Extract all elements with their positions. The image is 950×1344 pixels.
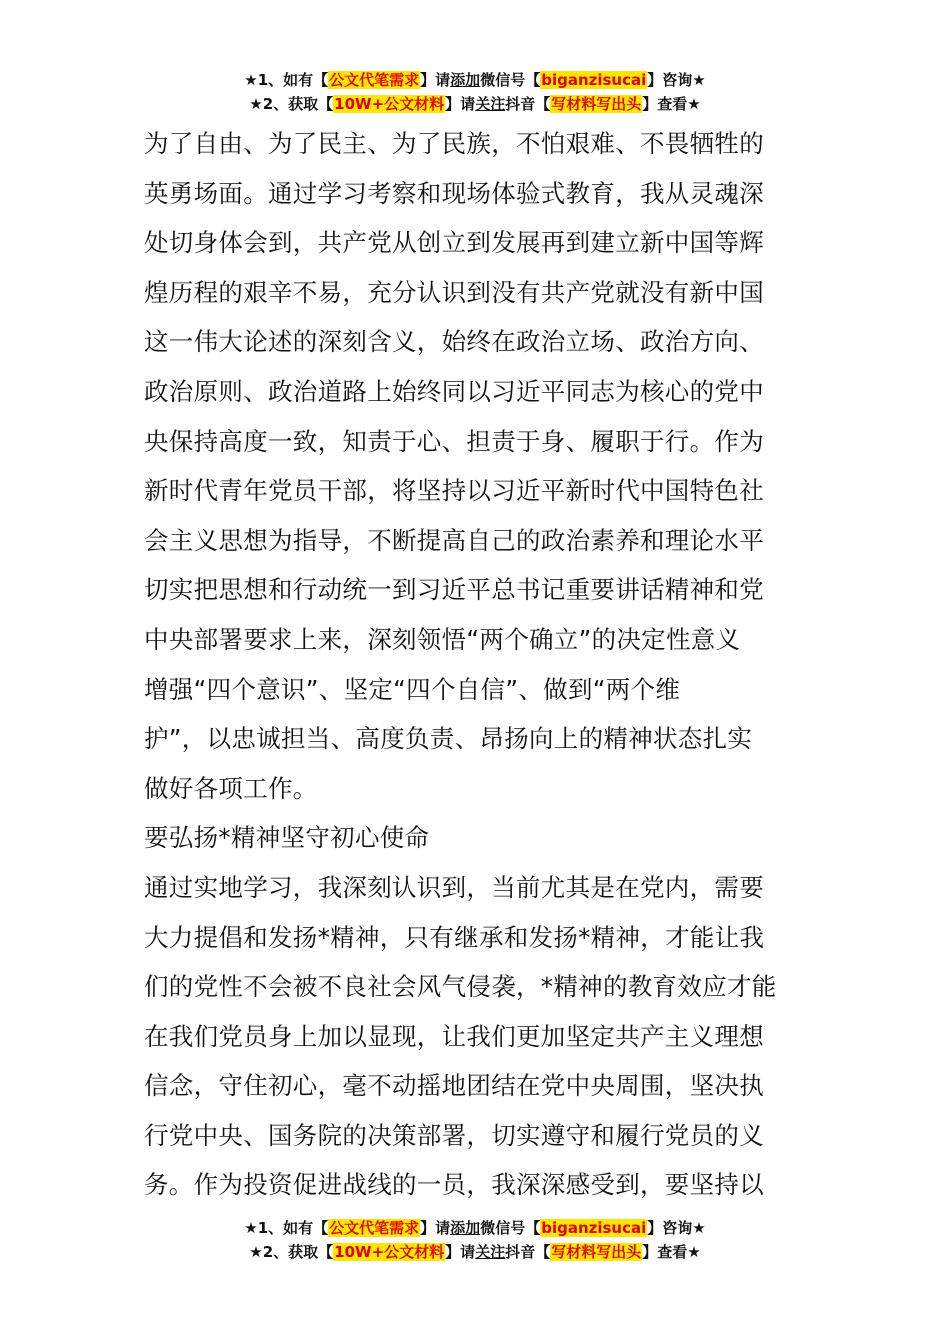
highlight-materials: 10W+公文材料 bbox=[334, 95, 445, 113]
document-body bbox=[144, 119, 814, 1210]
body-line: 切实把思想和行动统一到习近平总书记重要讲话精神和党 bbox=[144, 575, 764, 605]
banner-line-1: ★1、如有【公文代笔需求】请添加微信号【biganzisucai】咨询★ bbox=[244, 1219, 706, 1237]
highlight-wechat-id: biganzisucai bbox=[541, 71, 647, 89]
star-icon: ★ bbox=[244, 1219, 258, 1237]
banner-line-1: ★1、如有【公文代笔需求】请添加微信号【biganzisucai】咨询★ bbox=[244, 71, 706, 89]
body-line: 新时代青年党员干部，将坚持以习近平新时代中国特色社 bbox=[144, 476, 764, 506]
body-line: 在我们党员身上加以显现，让我们更加坚定共产主义理想 bbox=[144, 1021, 764, 1051]
banner-line-2: ★2、获取【10W+公文材料】请关注抖音【写材料写出头】查看★ bbox=[249, 1243, 701, 1261]
header-banner bbox=[0, 68, 950, 116]
highlight-materials: 10W+公文材料 bbox=[334, 1243, 445, 1261]
star-icon: ★ bbox=[249, 1243, 263, 1261]
highlight-douyin-account: 写材料写出头 bbox=[551, 1243, 642, 1261]
star-icon: ★ bbox=[249, 95, 263, 113]
body-line: 通过实地学习，我深刻认识到，当前尤其是在党内，需要 bbox=[144, 872, 764, 902]
star-icon: ★ bbox=[687, 1243, 701, 1261]
star-icon: ★ bbox=[687, 95, 701, 113]
star-icon: ★ bbox=[692, 71, 706, 89]
body-line: 煌历程的艰辛不易，充分认识到没有共产党就没有新中国 bbox=[144, 277, 764, 307]
body-line: 行党中央、国务院的决策部署，切实遵守和履行党员的义 bbox=[144, 1120, 764, 1150]
body-line: 做好各项工作。 bbox=[144, 773, 318, 803]
body-line: 会主义思想为指导，不断提高自己的政治素养和理论水平 bbox=[144, 525, 764, 555]
body-line: 为了自由、为了民主、为了民族，不怕艰难、不畏牺牲的 bbox=[144, 129, 764, 158]
body-line: 增强“四个意识”、坚定“四个自信”、做到“两个维 bbox=[144, 674, 681, 704]
body-line: 央保持高度一致，知责于心、担责于身、履职于行。作为 bbox=[144, 426, 764, 456]
highlight-writing-service: 公文代笔需求 bbox=[329, 71, 420, 89]
body-line: 大力提倡和发扬*精神，只有继承和发扬*精神，才能让我 bbox=[144, 922, 765, 952]
highlight-wechat-id: biganzisucai bbox=[541, 1219, 647, 1237]
body-line: 英勇场面。通过学习考察和现场体验式教育，我从灵魂深 bbox=[144, 178, 764, 208]
section-heading: 要弘扬*精神坚守初心使命 bbox=[144, 823, 430, 853]
body-line: 信念，守住初心，毫不动摇地团结在党中央周围，坚决执 bbox=[144, 1071, 764, 1101]
body-line: 护”，以忠诚担当、高度负责、昂扬向上的精神状态扎实 bbox=[144, 724, 753, 754]
highlight-douyin-account: 写材料写出头 bbox=[551, 95, 642, 113]
body-line: 们的党性不会被不良社会风气侵袭，*精神的教育效应才能 bbox=[144, 972, 777, 1002]
star-icon: ★ bbox=[244, 71, 258, 89]
banner-line-2: ★2、获取【10W+公文材料】请关注抖音【写材料写出头】查看★ bbox=[249, 95, 701, 113]
highlight-writing-service: 公文代笔需求 bbox=[329, 1219, 420, 1237]
body-line: 政治原则、政治道路上始终同以习近平同志为核心的党中 bbox=[144, 376, 764, 406]
star-icon: ★ bbox=[692, 1219, 706, 1237]
body-line: 务。作为投资促进战线的一员，我深深感受到，要坚持以 bbox=[144, 1170, 764, 1200]
body-line: 这一伟大论述的深刻含义，始终在政治立场、政治方向、 bbox=[144, 327, 764, 357]
footer-banner bbox=[0, 1216, 950, 1264]
body-line: 中央部署要求上来，深刻领悟“两个确立”的决定性意义 bbox=[144, 624, 741, 654]
body-line: 处切身体会到，共产党从创立到发展再到建立新中国等辉 bbox=[144, 228, 764, 258]
